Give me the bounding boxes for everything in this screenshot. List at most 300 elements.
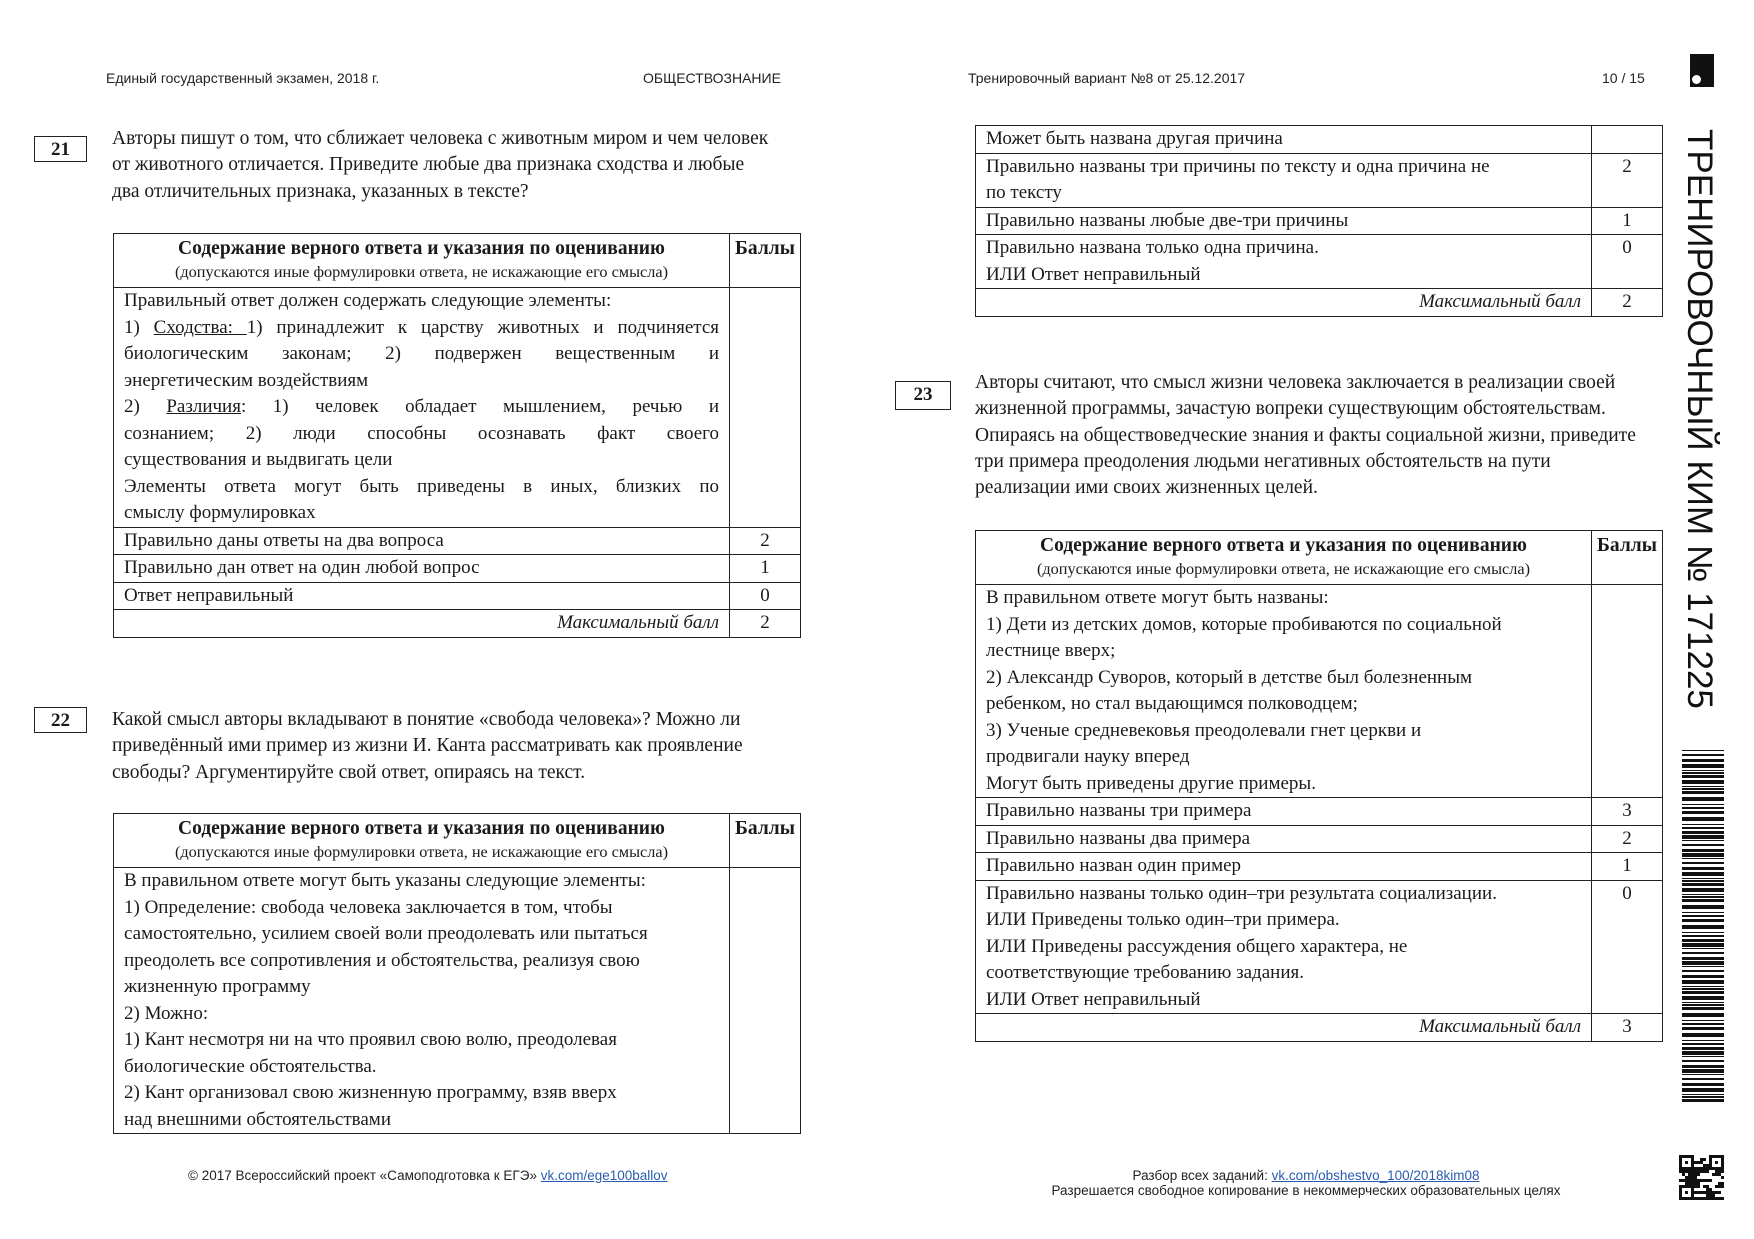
qr-module	[1706, 1194, 1709, 1197]
qr-module	[1694, 1185, 1697, 1188]
criteria-cell	[114, 582, 730, 610]
qr-module	[1718, 1155, 1721, 1158]
criteria-cell	[976, 853, 1592, 881]
barcode-bar	[1682, 772, 1724, 774]
qr-module	[1679, 1185, 1682, 1188]
barcode-bar	[1682, 1088, 1724, 1092]
qr-module	[1721, 1176, 1724, 1179]
qr-module	[1682, 1155, 1685, 1158]
barcode-bar	[1682, 804, 1724, 805]
text-segment: : 1) человек обладает мышлением, речью и	[240, 396, 720, 417]
question-21-prompt	[112, 126, 818, 205]
header-score-cell	[730, 234, 801, 288]
qr-module	[1709, 1155, 1712, 1158]
criteria-cell	[114, 527, 730, 555]
qr-module	[1721, 1185, 1724, 1188]
qr-module	[1688, 1173, 1691, 1176]
barcode-bar	[1682, 975, 1724, 978]
qr-module	[1706, 1197, 1709, 1200]
qr-module	[1718, 1167, 1721, 1170]
qr-module	[1691, 1167, 1694, 1170]
max-score-label: Максимальный балл	[976, 289, 1592, 317]
qr-module	[1682, 1197, 1685, 1200]
qr-module	[1709, 1194, 1712, 1197]
text-line: ИЛИ Ответ неправильный	[986, 263, 1201, 285]
qr-module	[1697, 1167, 1700, 1170]
qr-module	[1709, 1191, 1712, 1194]
table-row	[976, 153, 1663, 207]
max-score-row	[114, 610, 801, 638]
qr-module	[1691, 1164, 1694, 1167]
qr-module	[1709, 1158, 1712, 1161]
qr-module	[1697, 1161, 1700, 1164]
table-row	[976, 207, 1663, 235]
text-line: два отличительных признака, указанных в тексте?	[112, 180, 529, 202]
text-line: преодолеть все сопротивления и обстоятельства, реализуя свою	[124, 949, 640, 971]
qr-module	[1712, 1197, 1715, 1200]
criteria-cell	[976, 880, 1592, 1014]
table-row	[114, 868, 801, 1134]
qr-module	[1694, 1176, 1697, 1179]
text-line: свободы? Аргументируйте свой ответ, опираясь на текст.	[112, 761, 586, 783]
qr-module	[1700, 1161, 1703, 1164]
text-line: по тексту	[986, 182, 1062, 203]
barcode-bar	[1682, 1056, 1724, 1057]
qr-module	[1715, 1170, 1718, 1173]
barcode-bar	[1682, 899, 1724, 902]
barcode-bar	[1682, 840, 1724, 841]
qr-module	[1682, 1179, 1685, 1182]
qr-code-icon	[1679, 1155, 1724, 1203]
barcode-bar	[1682, 786, 1724, 787]
barcode-bar	[1682, 849, 1724, 852]
qr-module	[1715, 1155, 1718, 1158]
header-score-cell	[1592, 531, 1663, 585]
text-line: Опираясь на обществоведческие знания и факты социальной жизни, приведите	[975, 424, 1636, 446]
text-line: Правильно назван один пример	[986, 855, 1242, 876]
text-line: ребенком, но стал выдающимся полководцем;	[986, 693, 1358, 714]
barcode-bar	[1682, 966, 1724, 967]
text-line: В правильном ответе могут быть названы:	[986, 587, 1329, 608]
footer-copyright: © 2017 Всероссийский проект «Самоподготовка к ЕГЭ»	[188, 1168, 537, 1183]
qr-module	[1694, 1170, 1697, 1173]
text-segment: 1)	[124, 316, 154, 338]
criteria-cell	[976, 235, 1592, 289]
qr-module	[1697, 1197, 1700, 1200]
qr-module	[1685, 1179, 1688, 1182]
text-line: Авторы считают, что смысл жизни человека заключается в реализации своей	[975, 372, 1616, 393]
barcode-bar	[1682, 988, 1724, 990]
qr-module	[1703, 1185, 1706, 1188]
criteria-cell	[114, 555, 730, 583]
footer-copy-note: Разрешается свободное копирование в некоммерческих образовательных целях	[1051, 1183, 1561, 1198]
qr-module	[1679, 1167, 1682, 1170]
footer-left-link[interactable]: vk.com/ege100ballov	[540, 1168, 668, 1183]
max-score-value: 2	[1592, 289, 1663, 317]
qr-module	[1679, 1170, 1682, 1173]
header-subtitle: (допускаются иные формулировки ответа, не искажающие его смысла)	[174, 262, 669, 281]
qr-module	[1685, 1155, 1688, 1158]
answer-table-21	[113, 233, 801, 638]
header-title: Содержание верного ответа и указания по оцениванию	[178, 818, 665, 839]
question-22-prompt	[112, 707, 818, 786]
qr-module	[1682, 1185, 1685, 1188]
score-cell	[730, 868, 801, 1134]
text-line: лестнице вверх;	[986, 640, 1116, 661]
barcode-bar	[1682, 1060, 1724, 1062]
text-line: Правильно названы только один–три результата социализации.	[986, 882, 1497, 904]
qr-module	[1700, 1167, 1703, 1170]
qr-module	[1688, 1179, 1691, 1182]
header-title: Содержание верного ответа и указания по оцениванию	[1040, 535, 1527, 556]
barcode-bar	[1682, 759, 1724, 762]
score-cell: 1	[1592, 853, 1663, 881]
table-header-row	[114, 814, 801, 868]
qr-module	[1700, 1158, 1703, 1161]
qr-module	[1718, 1185, 1721, 1188]
criteria-cell	[976, 153, 1592, 207]
barcode-bar	[1682, 853, 1724, 857]
barcode-bar	[1682, 797, 1724, 801]
qr-module	[1709, 1161, 1712, 1164]
qr-module	[1703, 1164, 1706, 1167]
table-row	[976, 235, 1663, 289]
text-line: Правильно названа только одна причина.	[986, 237, 1319, 258]
table-row	[114, 582, 801, 610]
question-number-22: 22	[34, 707, 87, 733]
text-line: Элементы ответа могут быть приведены в иных, близких по	[124, 475, 719, 497]
table-row	[976, 825, 1663, 853]
text-line: от животного отличается. Приведите любые два признака сходства и любые	[112, 154, 745, 176]
barcode-bar	[1682, 1099, 1724, 1102]
barcode-bar	[1682, 1040, 1724, 1041]
barcode-bar	[1682, 1051, 1724, 1055]
qr-module	[1688, 1197, 1691, 1200]
qr-module	[1706, 1164, 1709, 1167]
header-content-cell	[114, 234, 730, 288]
qr-module	[1715, 1197, 1718, 1200]
qr-module	[1712, 1173, 1715, 1176]
barcode-bar	[1682, 896, 1724, 898]
qr-module	[1712, 1155, 1715, 1158]
barcode-bar	[1682, 883, 1724, 886]
header-score: Баллы	[1597, 535, 1657, 556]
text-line: ИЛИ Приведены рассуждения общего характера, не	[986, 935, 1408, 957]
qr-module	[1691, 1176, 1694, 1179]
barcode-bar	[1682, 754, 1724, 756]
qr-module	[1688, 1176, 1691, 1179]
barcode-bar	[1682, 880, 1724, 882]
text-line: 3) Ученые средневековья преодолевали гнет церкви и	[986, 719, 1422, 741]
footer-review-label: Разбор всех заданий:	[1132, 1168, 1268, 1183]
qr-module	[1712, 1191, 1715, 1194]
text-line: жизненной программы, зачастую вопреки существующим обстоятельствам.	[975, 398, 1606, 420]
logo-icon	[1690, 54, 1714, 87]
criteria-cell	[114, 288, 730, 528]
text-line: энергетическим воздействиям	[124, 369, 369, 391]
answer-table-23	[975, 530, 1663, 1042]
table-row	[114, 527, 801, 555]
score-cell: 3	[1592, 798, 1663, 826]
text-segment: 1) принадлежит к царству животных и подчиняется	[246, 316, 720, 338]
qr-module	[1688, 1182, 1691, 1185]
qr-module	[1688, 1170, 1691, 1173]
qr-module	[1691, 1197, 1694, 1200]
footer-right-link[interactable]: vk.com/obshestvo_100/2018kim08	[1271, 1168, 1480, 1183]
table-row	[114, 288, 801, 528]
header-subtitle: (допускаются иные формулировки ответа, не искажающие его смысла)	[1036, 559, 1531, 578]
qr-module	[1679, 1164, 1682, 1167]
qr-module	[1721, 1167, 1724, 1170]
barcode-bar	[1682, 817, 1724, 821]
header-score: Баллы	[735, 238, 795, 259]
qr-module	[1703, 1158, 1706, 1161]
barcode-bar	[1682, 915, 1724, 917]
text-line: Правильно даны ответы на два вопроса	[124, 529, 444, 551]
qr-module	[1718, 1173, 1721, 1176]
qr-module	[1691, 1188, 1694, 1191]
barcode-bar	[1682, 996, 1724, 1000]
text-line: Авторы пишут о том, что сближает человека с животным миром и чем человек	[112, 128, 769, 149]
barcode-bar	[1682, 1023, 1724, 1025]
qr-module	[1718, 1191, 1721, 1194]
text-line: В правильном ответе могут быть указаны следующие элементы:	[124, 870, 646, 891]
barcode-bar	[1682, 925, 1724, 929]
underlined-term: Различия	[166, 396, 241, 417]
barcode-bar	[1682, 827, 1724, 829]
qr-module	[1703, 1167, 1706, 1170]
barcode-bar	[1682, 957, 1724, 960]
header-exam: Единый государственный экзамен, 2018 г.	[106, 70, 380, 86]
qr-module	[1691, 1158, 1694, 1161]
qr-module	[1679, 1191, 1682, 1194]
barcode-bar	[1682, 986, 1724, 987]
text-line: Правильно дан ответ на один любой вопрос	[124, 557, 480, 578]
qr-module	[1703, 1197, 1706, 1200]
qr-module	[1697, 1170, 1700, 1173]
qr-module	[1721, 1182, 1724, 1185]
qr-module	[1697, 1173, 1700, 1176]
text-line: Может быть названа другая причина	[986, 128, 1283, 149]
text-line: самостоятельно, усилием своей воли преодолевать или пытаться	[124, 923, 648, 944]
qr-module	[1679, 1179, 1682, 1182]
text-line: приведённый ими пример из жизни И. Канта рассматривать как проявление	[112, 735, 743, 757]
table-row	[976, 585, 1663, 798]
table-header-row	[976, 531, 1663, 585]
barcode-bar	[1682, 1020, 1724, 1021]
qr-module	[1706, 1191, 1709, 1194]
barcode-bar	[1682, 770, 1724, 771]
barcode-bar	[1682, 824, 1724, 825]
criteria-cell	[976, 126, 1592, 154]
table-row	[976, 853, 1663, 881]
barcode-bar	[1682, 905, 1724, 909]
qr-module	[1679, 1188, 1682, 1191]
max-score-row	[976, 1014, 1663, 1042]
barcode-bar	[1682, 1007, 1724, 1010]
header-subtitle: (допускаются иные формулировки ответа, не искажающие его смысла)	[174, 842, 669, 861]
qr-module	[1697, 1191, 1700, 1194]
qr-module	[1700, 1191, 1703, 1194]
criteria-cell	[114, 868, 730, 1134]
qr-module	[1691, 1182, 1694, 1185]
barcode-bar	[1682, 935, 1724, 937]
qr-module	[1688, 1185, 1691, 1188]
barcode-bar	[1682, 1002, 1724, 1003]
barcode-bar	[1682, 894, 1724, 895]
score-cell: 0	[1592, 235, 1663, 289]
score-cell: 2	[1592, 153, 1663, 207]
qr-module	[1703, 1191, 1706, 1194]
qr-module	[1700, 1179, 1703, 1182]
text-line: Ответ неправильный	[124, 584, 294, 606]
text-line: реализации ими своих жизненных целей.	[975, 477, 1318, 499]
header-title: Содержание верного ответа и указания по оцениванию	[178, 238, 665, 259]
barcode-bar	[1682, 1013, 1724, 1017]
qr-module	[1721, 1155, 1724, 1158]
qr-module	[1700, 1197, 1703, 1200]
barcode-bar	[1682, 1004, 1724, 1006]
qr-module	[1721, 1170, 1724, 1173]
barcode-bar	[1682, 788, 1724, 790]
barcode-bar	[1682, 932, 1724, 933]
header-score: Баллы	[735, 818, 795, 839]
answer-table-22-continued	[975, 125, 1663, 317]
barcode-bar	[1682, 867, 1724, 870]
barcode-bar	[1682, 1047, 1724, 1050]
barcode-bar	[1682, 961, 1724, 965]
score-cell: 1	[1592, 207, 1663, 235]
qr-module	[1685, 1161, 1688, 1164]
qr-module	[1703, 1170, 1706, 1173]
barcode-bar	[1682, 835, 1724, 839]
barcode-bar	[1682, 970, 1724, 972]
qr-module	[1694, 1173, 1697, 1176]
qr-module	[1697, 1185, 1700, 1188]
barcode-bar	[1682, 858, 1724, 859]
text-line: 2) Александр Суворов, который в детстве был болезненным	[986, 666, 1473, 688]
qr-module	[1691, 1161, 1694, 1164]
qr-module	[1697, 1182, 1700, 1185]
barcode-bar	[1682, 912, 1724, 913]
barcode-bar	[1682, 1094, 1724, 1095]
qr-module	[1703, 1179, 1706, 1182]
qr-module	[1712, 1167, 1715, 1170]
barcode-icon	[1682, 750, 1724, 1102]
table-row	[976, 798, 1663, 826]
score-cell	[1592, 585, 1663, 798]
text-line: Правильно названы любые две-три причины	[986, 209, 1349, 231]
barcode-bar	[1682, 991, 1724, 994]
barcode-bar	[1682, 811, 1724, 814]
text-line: жизненную программу	[124, 976, 311, 997]
score-cell: 0	[1592, 880, 1663, 1014]
barcode-bar	[1682, 862, 1724, 864]
text-line: Какой смысл авторы вкладывают в понятие «свобода человека»? Можно ли	[112, 709, 741, 730]
qr-module	[1721, 1164, 1724, 1167]
score-cell: 2	[730, 527, 801, 555]
text-line: Правильно названы три примера	[986, 800, 1252, 821]
qr-module	[1694, 1197, 1697, 1200]
barcode-bar	[1682, 1078, 1724, 1080]
text-line	[124, 394, 719, 421]
text-line: Правильно названы два примера	[986, 827, 1251, 849]
qr-module	[1694, 1182, 1697, 1185]
max-score-row	[976, 289, 1663, 317]
barcode-bar	[1682, 878, 1724, 879]
qr-module	[1685, 1191, 1688, 1194]
table-row	[976, 126, 1663, 154]
barcode-bar	[1682, 1033, 1724, 1037]
qr-module	[1706, 1179, 1709, 1182]
footer-left	[188, 1168, 668, 1183]
barcode-bar	[1682, 1065, 1724, 1068]
qr-module	[1706, 1185, 1709, 1188]
header-score-cell	[730, 814, 801, 868]
qr-module	[1706, 1188, 1709, 1191]
barcode-bar	[1682, 1069, 1724, 1073]
score-cell	[1592, 126, 1663, 154]
barcode-bar	[1682, 888, 1724, 892]
qr-module	[1694, 1167, 1697, 1170]
qr-module	[1691, 1170, 1694, 1173]
qr-module	[1685, 1197, 1688, 1200]
score-cell	[730, 288, 801, 528]
qr-module	[1709, 1188, 1712, 1191]
text-line: биологические обстоятельства.	[124, 1055, 377, 1077]
score-cell: 1	[730, 555, 801, 583]
qr-module	[1685, 1170, 1688, 1173]
qr-module	[1694, 1161, 1697, 1164]
answer-table-22	[113, 813, 801, 1134]
qr-module	[1679, 1158, 1682, 1161]
max-score-value: 2	[730, 610, 801, 638]
barcode-bar	[1682, 948, 1724, 949]
text-line: 1) Дети из детских домов, которые пробиваются по социальной	[986, 613, 1502, 635]
text-line: сознанием; 2) люди способны осознавать факт своего	[124, 422, 719, 444]
barcode-bar	[1682, 1074, 1724, 1075]
qr-module	[1718, 1182, 1721, 1185]
header-subject: ОБЩЕСТВОЗНАНИЕ	[643, 70, 781, 86]
qr-module	[1697, 1179, 1700, 1182]
qr-module	[1709, 1179, 1712, 1182]
qr-module	[1688, 1155, 1691, 1158]
qr-module	[1694, 1191, 1697, 1194]
text-line: существования и выдвигать цели	[124, 449, 393, 470]
barcode-bar	[1682, 980, 1724, 984]
barcode-bar	[1682, 791, 1724, 794]
qr-module	[1694, 1179, 1697, 1182]
text-line: Правильно названы три причины по тексту и одна причина не	[986, 155, 1490, 177]
table-row	[976, 880, 1663, 1014]
qr-module	[1721, 1158, 1724, 1161]
qr-module	[1682, 1173, 1685, 1176]
criteria-cell	[976, 585, 1592, 798]
page-number: 10 / 15	[1602, 70, 1645, 86]
max-score-label: Максимальный балл	[114, 610, 730, 638]
qr-module	[1709, 1167, 1712, 1170]
text-line: над внешними обстоятельствами	[124, 1108, 391, 1130]
barcode-bar	[1682, 844, 1724, 846]
text-line: 1) Определение: свобода человека заключается в том, чтобы	[124, 896, 613, 918]
underlined-term: Сходства:	[153, 316, 247, 338]
text-line: биологическим законам; 2) подвержен вещественным и	[124, 343, 719, 364]
qr-module	[1685, 1167, 1688, 1170]
barcode-bar	[1682, 919, 1724, 922]
qr-module	[1709, 1164, 1712, 1167]
text-line: 2) Можно:	[124, 1002, 209, 1024]
barcode-bar	[1682, 775, 1724, 778]
